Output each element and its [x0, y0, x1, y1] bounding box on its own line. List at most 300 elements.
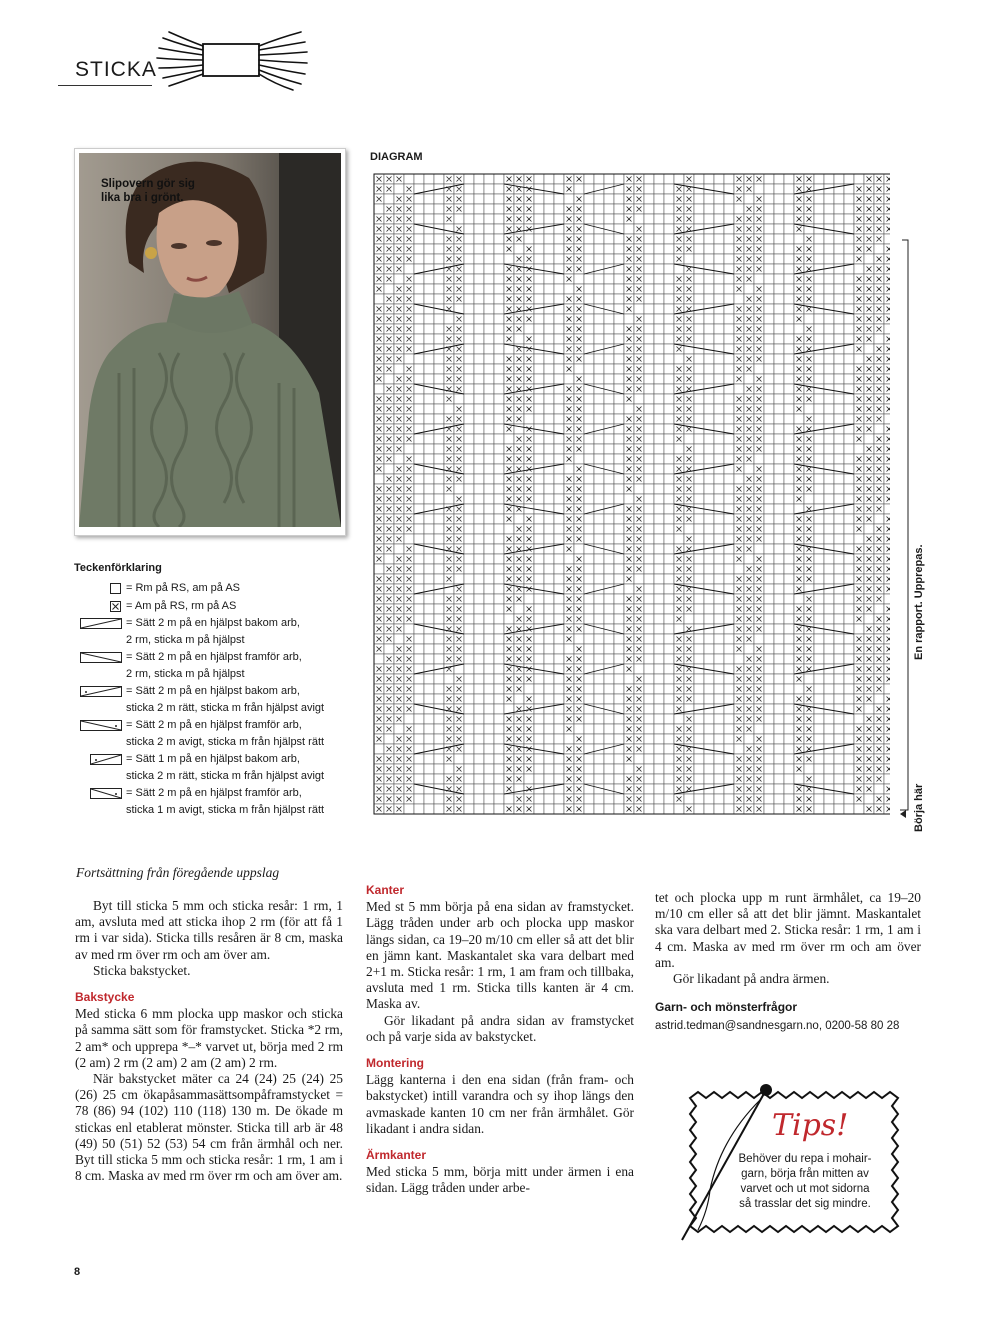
- chart-cell: [454, 214, 464, 224]
- chart-cell: [444, 404, 454, 414]
- chart-cell: [584, 634, 594, 644]
- chart-cell: [484, 754, 494, 764]
- chart-cell: [614, 414, 624, 424]
- chart-cell: [414, 564, 424, 574]
- chart-cell: [484, 494, 494, 504]
- chart-cell: [634, 214, 644, 224]
- legend-item: [74, 751, 354, 784]
- chart-cell: [764, 254, 774, 264]
- chart-cell: [464, 674, 474, 684]
- chart-cell: [614, 354, 624, 364]
- chart-cell: [774, 354, 784, 364]
- chart-cell: [594, 354, 604, 364]
- chart-cell: [434, 684, 444, 694]
- chart-cell: [704, 674, 714, 684]
- chart-cell: [714, 274, 724, 284]
- chart-cell: [604, 394, 614, 404]
- chart-cell: [844, 514, 854, 524]
- chart-cell: [814, 644, 824, 654]
- chart-cell: [484, 684, 494, 694]
- chart-cell: [464, 254, 474, 264]
- chart-cell: [474, 724, 484, 734]
- chart-cell: [644, 264, 654, 274]
- chart-cell: [654, 654, 664, 664]
- chart-cell: [434, 564, 444, 574]
- chart-cell: [654, 524, 664, 534]
- chart-cell: [804, 674, 814, 684]
- cable-back-purl-icon: [80, 686, 122, 697]
- chart-cell: [414, 554, 424, 564]
- chart-cell: [834, 474, 844, 484]
- chart-cell: [724, 574, 734, 584]
- chart-cell: [714, 434, 724, 444]
- chart-cell: [544, 564, 554, 574]
- chart-cell: [484, 714, 494, 724]
- chart-cell: [604, 414, 614, 424]
- chart-cell: [834, 754, 844, 764]
- chart-cell: [694, 534, 704, 544]
- chart-cell: [504, 524, 514, 534]
- chart-cell: [534, 314, 544, 324]
- chart-cell: [494, 444, 504, 454]
- chart-cell: [524, 594, 534, 604]
- header-rule: [58, 85, 152, 86]
- chart-cell: [654, 174, 664, 184]
- chart-cell: [614, 754, 624, 764]
- chart-cell: [714, 514, 724, 524]
- chart-cell: [544, 694, 554, 704]
- chart-cell: [644, 744, 654, 754]
- chart-cell: [844, 794, 854, 804]
- chart-cell: [744, 284, 754, 294]
- chart-cell: [724, 274, 734, 284]
- chart-cell: [694, 334, 704, 344]
- chart-cell: [834, 394, 844, 404]
- chart-cell: [434, 774, 444, 784]
- chart-cell: [494, 524, 504, 534]
- chart-cell: [474, 274, 484, 284]
- chart-cell: [774, 644, 784, 654]
- chart-cell: [424, 364, 434, 374]
- chart-cell: [594, 244, 604, 254]
- chart-cell: [724, 234, 734, 244]
- chart-cell: [784, 274, 794, 284]
- chart-cell: [584, 714, 594, 724]
- chart-cell: [864, 254, 874, 264]
- chart-cell: [724, 284, 734, 294]
- chart-cell: [814, 574, 824, 584]
- chart-cell: [534, 404, 544, 414]
- chart-cell: [774, 234, 784, 244]
- chart-cell: [724, 684, 734, 694]
- chart-cell: [464, 714, 474, 724]
- chart-cell: [774, 534, 784, 544]
- chart-cell: [414, 434, 424, 444]
- chart-cell: [764, 194, 774, 204]
- chart-cell: [704, 634, 714, 644]
- chart-cell: [784, 314, 794, 324]
- chart-cell: [814, 454, 824, 464]
- chart-cell: [594, 754, 604, 764]
- chart-cell: [424, 224, 434, 234]
- chart-cell: [434, 714, 444, 724]
- chart-cell: [664, 474, 674, 484]
- tips-line: så trasslar det sig mindre.: [739, 1198, 871, 1210]
- legend-item: [74, 649, 354, 682]
- chart-cell: [844, 244, 854, 254]
- chart-cell: [694, 294, 704, 304]
- chart-cell: [724, 204, 734, 214]
- chart-cell: [844, 454, 854, 464]
- chart-cell: [614, 454, 624, 464]
- chart-cell: [664, 374, 674, 384]
- chart-cell: [584, 554, 594, 564]
- chart-cell: [784, 644, 794, 654]
- chart-cell: [544, 354, 554, 364]
- chart-cell: [464, 624, 474, 634]
- chart-cell: [834, 514, 844, 524]
- chart-cell: [554, 294, 564, 304]
- chart-cell: [834, 554, 844, 564]
- chart-cell: [544, 394, 554, 404]
- chart-cell: [404, 174, 414, 184]
- chart-cell: [414, 724, 424, 734]
- chart-cell: [594, 534, 604, 544]
- chart-cell: [384, 554, 394, 564]
- chart-cell: [604, 524, 614, 534]
- chart-cell: [434, 524, 444, 534]
- chart-cell: [494, 464, 504, 474]
- chart-cell: [434, 194, 444, 204]
- chart-cell: [784, 424, 794, 434]
- chart-cell: [474, 684, 484, 694]
- chart-cell: [594, 314, 604, 324]
- chart-cell: [414, 274, 424, 284]
- chart-cell: [594, 394, 604, 404]
- chart-cell: [784, 364, 794, 374]
- chart-cell: [494, 174, 504, 184]
- chart-cell: [764, 344, 774, 354]
- chart-cell: [584, 444, 594, 454]
- chart-cell: [714, 684, 724, 694]
- chart-cell: [494, 514, 504, 524]
- chart-cell: [644, 764, 654, 774]
- chart-cell: [694, 214, 704, 224]
- chart-cell: [614, 374, 624, 384]
- chart-cell: [764, 654, 774, 664]
- chart-cell: [784, 764, 794, 774]
- chart-cell: [544, 454, 554, 464]
- chart-cell: [674, 354, 684, 364]
- chart-cell: [484, 554, 494, 564]
- chart-cell: [694, 514, 704, 524]
- chart-cell: [584, 604, 594, 614]
- chart-cell: [764, 604, 774, 614]
- chart-cell: [624, 494, 634, 504]
- chart-cell: [474, 184, 484, 194]
- chart-cell: [584, 474, 594, 484]
- chart-cell: [694, 364, 704, 374]
- chart-cell: [654, 394, 664, 404]
- chart-cell: [534, 204, 544, 214]
- chart-cell: [424, 574, 434, 584]
- chart-cell: [834, 284, 844, 294]
- chart-cell: [464, 394, 474, 404]
- chart-cell: [724, 314, 734, 324]
- chart-cell: [604, 194, 614, 204]
- paragraph: Byt till sticka 5 mm och sticka resår: 1 rm, 1 am, avsluta med att sticka ihop 2 rm (för att få 1 rm i var sida). Sticka tills resåren är 8 cm, maska av med rm över rm och am över am.: [75, 898, 343, 962]
- chart-cell: [484, 694, 494, 704]
- chart-cell: [724, 324, 734, 334]
- chart-cell: [594, 204, 604, 214]
- chart-cell: [604, 314, 614, 324]
- chart-cell: [554, 354, 564, 364]
- chart-cell: [814, 724, 824, 734]
- chart-cell: [644, 334, 654, 344]
- chart-cell: [604, 274, 614, 284]
- chart-cell: [724, 374, 734, 384]
- chart-cell: [774, 584, 784, 594]
- chart-cell: [614, 174, 624, 184]
- chart-cell: [844, 614, 854, 624]
- chart-cell: [484, 224, 494, 234]
- chart-cell: [824, 284, 834, 294]
- chart-cell: [754, 544, 764, 554]
- chart-cell: [774, 784, 784, 794]
- chart-cell: [714, 234, 724, 244]
- chart-cell: [704, 374, 714, 384]
- chart-cell: [644, 214, 654, 224]
- chart-cell: [694, 244, 704, 254]
- chart-cell: [644, 564, 654, 574]
- chart-cell: [594, 234, 604, 244]
- chart-cell: [584, 774, 594, 784]
- chart-cell: [584, 294, 594, 304]
- chart-cell: [584, 614, 594, 624]
- chart-cell: [704, 234, 714, 244]
- chart-cell: [524, 684, 534, 694]
- chart-cell: [684, 434, 694, 444]
- chart-cell: [664, 524, 674, 534]
- chart-cell: [834, 534, 844, 544]
- chart-cell: [474, 604, 484, 614]
- chart-cell: [724, 724, 734, 734]
- chart-cell: [724, 354, 734, 364]
- chart-cell: [724, 674, 734, 684]
- chart-cell: [614, 564, 624, 574]
- chart-cell: [424, 184, 434, 194]
- chart-cell: [634, 304, 644, 314]
- chart-cell: [844, 684, 854, 694]
- chart-cell: [694, 374, 704, 384]
- chart-cell: [774, 284, 784, 294]
- chart-cell: [704, 724, 714, 734]
- chart-cell: [644, 354, 654, 364]
- chart-cell: [484, 564, 494, 574]
- chart-cell: [554, 444, 564, 454]
- chart-cell: [464, 444, 474, 454]
- chart-cell: [704, 804, 714, 814]
- chart-cell: [414, 484, 424, 494]
- chart-cell: [474, 754, 484, 764]
- chart-cell: [824, 254, 834, 264]
- chart-cell: [604, 654, 614, 664]
- chart-cell: [484, 384, 494, 394]
- chart-cell: [544, 334, 554, 344]
- chart-cell: [614, 334, 624, 344]
- chart-cell: [464, 694, 474, 704]
- chart-cell: [664, 444, 674, 454]
- chart-cell: [784, 584, 794, 594]
- chart-cell: [474, 634, 484, 644]
- chart-cell: [654, 574, 664, 584]
- chart-cell: [494, 534, 504, 544]
- chart-cell: [554, 214, 564, 224]
- chart-cell: [714, 724, 724, 734]
- chart-cell: [424, 754, 434, 764]
- chart-cell: [764, 234, 774, 244]
- chart-cell: [534, 414, 544, 424]
- chart-cell: [414, 324, 424, 334]
- chart-cell: [534, 734, 544, 744]
- chart-cell: [614, 534, 624, 544]
- x-square-icon: [110, 601, 122, 612]
- chart-cell: [654, 254, 664, 264]
- chart-cell: [604, 334, 614, 344]
- chart-cell: [844, 364, 854, 374]
- chart-cell: [714, 194, 724, 204]
- chart-cell: [844, 324, 854, 334]
- chart-cell: [474, 494, 484, 504]
- chart-cell: [844, 774, 854, 784]
- chart-cell: [824, 674, 834, 684]
- chart-cell: [704, 414, 714, 424]
- chart-cell: [694, 564, 704, 574]
- chart-cell: [584, 564, 594, 574]
- chart-cell: [814, 804, 824, 814]
- chart-cell: [784, 464, 794, 474]
- chart-cell: [464, 634, 474, 644]
- heading-kanter: Kanter: [366, 883, 405, 897]
- chart-cell: [584, 324, 594, 334]
- chart-cell: [784, 204, 794, 214]
- chart-cell: [664, 174, 674, 184]
- chart-cell: [654, 634, 664, 644]
- chart-cell: [734, 384, 744, 394]
- chart-cell: [514, 604, 524, 614]
- chart-cell: [424, 534, 434, 544]
- chart-cell: [444, 224, 454, 234]
- chart-cell: [784, 354, 794, 364]
- cable-front-icon: [80, 652, 122, 663]
- chart-cell: [754, 184, 764, 194]
- chart-cell: [654, 624, 664, 634]
- chart-cell: [654, 264, 664, 274]
- chart-cell: [774, 554, 784, 564]
- chart-cell: [714, 714, 724, 724]
- chart-cell: [544, 654, 554, 664]
- chart-cell: [554, 674, 564, 684]
- chart-cell: [554, 574, 564, 584]
- chart-cell: [704, 214, 714, 224]
- chart-cell: [704, 514, 714, 524]
- chart-cell: [844, 404, 854, 414]
- chart-cell: [764, 284, 774, 294]
- chart-cell: [544, 534, 554, 544]
- chart-cell: [784, 564, 794, 574]
- chart-cell: [644, 514, 654, 524]
- chart-cell: [814, 354, 824, 364]
- chart-cell: [814, 534, 824, 544]
- chart-cell: [614, 554, 624, 564]
- chart-cell: [644, 594, 654, 604]
- chart-cell: [424, 564, 434, 574]
- chart-cell: [614, 804, 624, 814]
- chart-cell: [714, 204, 724, 214]
- chart-cell: [554, 314, 564, 324]
- chart-cell: [414, 594, 424, 604]
- chart-cell: [494, 294, 504, 304]
- chart-cell: [664, 224, 674, 234]
- chart-cell: [704, 434, 714, 444]
- chart-cell: [484, 344, 494, 354]
- chart-cell: [844, 724, 854, 734]
- chart-cell: [774, 484, 784, 494]
- chart-cell: [724, 694, 734, 704]
- chart-cell: [554, 654, 564, 664]
- chart-cell: [764, 804, 774, 814]
- chart-cell: [614, 434, 624, 444]
- chart-cell: [664, 284, 674, 294]
- chart-cell: [664, 534, 674, 544]
- chart-cell: [814, 444, 824, 454]
- chart-cell: [544, 194, 554, 204]
- legend-text: = Sätt 2 m på en hjälpst bakom arb,: [126, 685, 300, 697]
- chart-cell: [764, 754, 774, 764]
- chart-cell: [584, 574, 594, 584]
- chart-cell: [604, 534, 614, 544]
- symbol-legend: [74, 562, 354, 819]
- chart-cell: [644, 504, 654, 514]
- cable-back-icon: [80, 618, 122, 629]
- chart-cell: [414, 314, 424, 324]
- paragraph: Med sticka 5 mm, börja mitt under ärmen i ena sidan. Lägg tråden under arbe-: [366, 1164, 634, 1196]
- chart-cell: [644, 424, 654, 434]
- chart-cell: [714, 354, 724, 364]
- chart-cell: [694, 794, 704, 804]
- chart-cell: [494, 654, 504, 664]
- chart-cell: [594, 804, 604, 814]
- chart-cell: [714, 794, 724, 804]
- chart-cell: [664, 214, 674, 224]
- chart-cell: [474, 294, 484, 304]
- chart-cell: [614, 404, 624, 414]
- chart-cell: [724, 194, 734, 204]
- chart-cell: [724, 754, 734, 764]
- chart-cell: [464, 494, 474, 504]
- chart-cell: [544, 484, 554, 494]
- chart-cell: [464, 384, 474, 394]
- caption-line: lika bra i grönt.: [101, 192, 184, 204]
- chart-cell: [834, 594, 844, 604]
- chart-cell: [814, 604, 824, 614]
- chart-cell: [474, 244, 484, 254]
- chart-cell: [644, 294, 654, 304]
- chart-cell: [714, 394, 724, 404]
- chart-cell: [784, 194, 794, 204]
- chart-cell: [644, 524, 654, 534]
- chart-cell: [844, 314, 854, 324]
